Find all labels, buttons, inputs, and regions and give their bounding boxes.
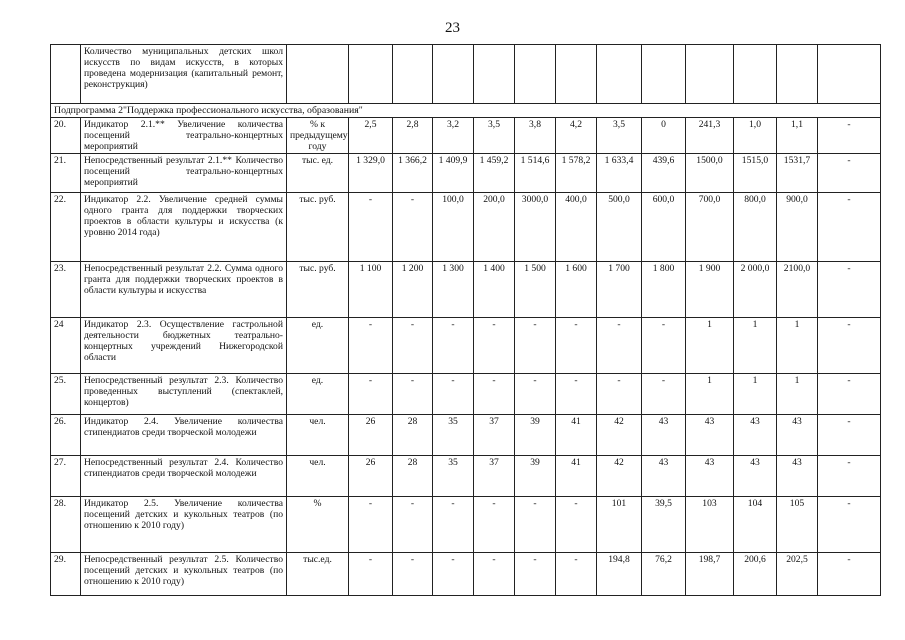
row-name-cell: Непосредственный результат 2.3. Количество проведенных выступлений (спектаклей, концертов) <box>81 374 287 415</box>
row-number-cell: 29. <box>51 553 81 596</box>
value-cell: - <box>515 553 556 596</box>
value-cell: - <box>642 374 686 415</box>
value-cell: 1 366,2 <box>393 154 433 193</box>
value-cell <box>474 45 515 104</box>
value-cell: 1 <box>777 374 818 415</box>
value-cell: 1 500 <box>515 262 556 318</box>
last-value-cell: - <box>818 193 881 262</box>
value-cell: 1,1 <box>777 118 818 154</box>
table-row <box>51 262 881 318</box>
value-cell: 41 <box>556 456 597 497</box>
value-cell: 1 409,9 <box>433 154 474 193</box>
value-cell <box>777 45 818 104</box>
value-cell: - <box>349 553 393 596</box>
row-name-cell: Индикатор 2.2. Увеличение средней суммы одного гранта для поддержки творческих проектов в области культуры и искусства (к уровню 2014 года) <box>81 193 287 262</box>
unit-cell: % <box>287 497 349 553</box>
value-cell: 43 <box>686 415 734 456</box>
value-cell <box>818 45 881 104</box>
table-row <box>51 374 881 415</box>
value-cell: 39,5 <box>642 497 686 553</box>
subprogram-title: Подпрограмма 2"Поддержка профессионального искусства, образования" <box>51 104 881 118</box>
value-cell: 26 <box>349 456 393 497</box>
value-cell: 0 <box>642 118 686 154</box>
value-cell: 1 <box>734 374 777 415</box>
value-cell: - <box>556 374 597 415</box>
value-cell: 35 <box>433 415 474 456</box>
value-cell: 241,3 <box>686 118 734 154</box>
row-name-cell: Непосредственный результат 2.2. Сумма одного гранта для поддержки творческих проектов в области культуры и искусства <box>81 262 287 318</box>
value-cell: - <box>474 553 515 596</box>
last-value-cell: - <box>818 374 881 415</box>
value-cell: 43 <box>734 456 777 497</box>
row-number-cell: 26. <box>51 415 81 456</box>
value-cell: 43 <box>777 456 818 497</box>
value-cell: - <box>433 497 474 553</box>
value-cell: 43 <box>734 415 777 456</box>
last-value-cell: - <box>818 456 881 497</box>
value-cell: 2 000,0 <box>734 262 777 318</box>
value-cell: 105 <box>777 497 818 553</box>
value-cell: 1 800 <box>642 262 686 318</box>
value-cell: 1 578,2 <box>556 154 597 193</box>
value-cell: - <box>474 374 515 415</box>
unit-cell: чел. <box>287 415 349 456</box>
value-cell: 28 <box>393 456 433 497</box>
unit-cell: ед. <box>287 318 349 374</box>
value-cell: 1 200 <box>393 262 433 318</box>
value-cell: - <box>393 193 433 262</box>
row-number-cell: 20. <box>51 118 81 154</box>
value-cell: 1 <box>734 318 777 374</box>
value-cell: 3,8 <box>515 118 556 154</box>
value-cell <box>556 45 597 104</box>
row-name-cell: Индикатор 2.1.** Увеличение количества посещений театрально-концертных мероприятий <box>81 118 287 154</box>
value-cell <box>642 45 686 104</box>
value-cell: 76,2 <box>642 553 686 596</box>
value-cell <box>433 45 474 104</box>
table-row <box>51 193 881 262</box>
last-value-cell: - <box>818 262 881 318</box>
value-cell: 3,2 <box>433 118 474 154</box>
row-name-cell: Непосредственный результат 2.5. Количество посещений детских и кукольных театров (по отношению к 2010 году) <box>81 553 287 596</box>
value-cell: - <box>474 318 515 374</box>
row-number-cell: 25. <box>51 374 81 415</box>
value-cell: 1,0 <box>734 118 777 154</box>
table-row <box>51 154 881 193</box>
value-cell: 1531,7 <box>777 154 818 193</box>
value-cell: 103 <box>686 497 734 553</box>
table-row <box>51 45 881 104</box>
page-number: 23 <box>445 20 460 36</box>
row-name-cell: Индикатор 2.5. Увеличение количества посещений детских и кукольных театров (по отношению к 2010 году) <box>81 497 287 553</box>
value-cell: - <box>393 318 433 374</box>
value-cell: 1 300 <box>433 262 474 318</box>
value-cell: 2,8 <box>393 118 433 154</box>
value-cell: 700,0 <box>686 193 734 262</box>
value-cell <box>515 45 556 104</box>
value-cell: 42 <box>597 415 642 456</box>
value-cell: 194,8 <box>597 553 642 596</box>
value-cell: - <box>349 374 393 415</box>
value-cell: 500,0 <box>597 193 642 262</box>
value-cell <box>734 45 777 104</box>
unit-cell: тыс. ед. <box>287 154 349 193</box>
value-cell: 198,7 <box>686 553 734 596</box>
value-cell: - <box>349 193 393 262</box>
value-cell: 202,5 <box>777 553 818 596</box>
value-cell: - <box>515 374 556 415</box>
value-cell: 26 <box>349 415 393 456</box>
unit-cell: ед. <box>287 374 349 415</box>
value-cell: 1500,0 <box>686 154 734 193</box>
row-name-cell: Непосредственный результат 2.1.** Количество посещений театрально-концертных мероприятий <box>81 154 287 193</box>
row-number-cell: 21. <box>51 154 81 193</box>
value-cell: 800,0 <box>734 193 777 262</box>
value-cell: 37 <box>474 415 515 456</box>
value-cell: - <box>349 497 393 553</box>
last-value-cell: - <box>818 318 881 374</box>
table-row <box>51 415 881 456</box>
row-name-cell: Количество муниципальных детских школ искусств по видам искусств, в которых проведена модернизация (капитальный ремонт, реконструкция) <box>81 45 287 104</box>
value-cell: 439,6 <box>642 154 686 193</box>
unit-cell: тыс. руб. <box>287 193 349 262</box>
value-cell: 101 <box>597 497 642 553</box>
value-cell: - <box>597 374 642 415</box>
value-cell: 3,5 <box>597 118 642 154</box>
value-cell <box>349 45 393 104</box>
value-cell: 3000,0 <box>515 193 556 262</box>
value-cell: 100,0 <box>433 193 474 262</box>
value-cell: - <box>556 553 597 596</box>
value-cell <box>686 45 734 104</box>
value-cell <box>597 45 642 104</box>
value-cell: 1 <box>686 318 734 374</box>
table-row <box>51 118 881 154</box>
last-value-cell: - <box>818 553 881 596</box>
value-cell: 1 <box>777 318 818 374</box>
value-cell: 2,5 <box>349 118 393 154</box>
value-cell: 39 <box>515 456 556 497</box>
value-cell: - <box>349 318 393 374</box>
value-cell: 42 <box>597 456 642 497</box>
value-cell: 2100,0 <box>777 262 818 318</box>
value-cell: - <box>474 497 515 553</box>
value-cell: 39 <box>515 415 556 456</box>
table-row <box>51 318 881 374</box>
row-number-cell: 24 <box>51 318 81 374</box>
value-cell: - <box>556 497 597 553</box>
value-cell: 104 <box>734 497 777 553</box>
value-cell: 1 <box>686 374 734 415</box>
value-cell: 600,0 <box>642 193 686 262</box>
last-value-cell: - <box>818 118 881 154</box>
row-name-cell: Индикатор 2.4. Увеличение количества стипендиатов среди творческой молодежи <box>81 415 287 456</box>
value-cell: 900,0 <box>777 193 818 262</box>
unit-cell: тыс.ед. <box>287 553 349 596</box>
value-cell <box>393 45 433 104</box>
value-cell: - <box>642 318 686 374</box>
value-cell: - <box>515 318 556 374</box>
row-number-cell: 27. <box>51 456 81 497</box>
value-cell: 28 <box>393 415 433 456</box>
value-cell: 3,5 <box>474 118 515 154</box>
value-cell: - <box>433 318 474 374</box>
value-cell: 1 900 <box>686 262 734 318</box>
last-value-cell: - <box>818 154 881 193</box>
unit-cell <box>287 45 349 104</box>
value-cell: 1 514,6 <box>515 154 556 193</box>
row-number-cell: 28. <box>51 497 81 553</box>
value-cell: 1 100 <box>349 262 393 318</box>
value-cell: - <box>515 497 556 553</box>
last-value-cell: - <box>818 497 881 553</box>
row-name-cell: Индикатор 2.3. Осуществление гастрольной деятельности бюджетных театрально-концертных учреждений Нижегородской области <box>81 318 287 374</box>
section-row <box>51 104 881 118</box>
value-cell: - <box>556 318 597 374</box>
value-cell: 1 459,2 <box>474 154 515 193</box>
value-cell: 1 329,0 <box>349 154 393 193</box>
value-cell: 35 <box>433 456 474 497</box>
value-cell: - <box>433 553 474 596</box>
table-row <box>51 553 881 596</box>
value-cell: - <box>597 318 642 374</box>
value-cell: 1 633,4 <box>597 154 642 193</box>
value-cell: 41 <box>556 415 597 456</box>
value-cell: 1 700 <box>597 262 642 318</box>
value-cell: 200,0 <box>474 193 515 262</box>
table-row <box>51 497 881 553</box>
value-cell: - <box>393 497 433 553</box>
unit-cell: чел. <box>287 456 349 497</box>
value-cell: 1 400 <box>474 262 515 318</box>
row-number-cell <box>51 45 81 104</box>
value-cell: 1515,0 <box>734 154 777 193</box>
unit-cell: тыс. руб. <box>287 262 349 318</box>
value-cell: - <box>433 374 474 415</box>
indicators-table <box>50 44 881 596</box>
table-row <box>51 456 881 497</box>
value-cell: 200,6 <box>734 553 777 596</box>
value-cell: 43 <box>777 415 818 456</box>
value-cell: 1 600 <box>556 262 597 318</box>
value-cell: 4,2 <box>556 118 597 154</box>
row-number-cell: 23. <box>51 262 81 318</box>
value-cell: 43 <box>686 456 734 497</box>
value-cell: - <box>393 374 433 415</box>
value-cell: 43 <box>642 456 686 497</box>
value-cell: - <box>393 553 433 596</box>
unit-cell: % к предыдущему году <box>287 118 349 154</box>
row-number-cell: 22. <box>51 193 81 262</box>
value-cell: 400,0 <box>556 193 597 262</box>
row-name-cell: Непосредственный результат 2.4. Количество стипендиатов среди творческой молодежи <box>81 456 287 497</box>
value-cell: 43 <box>642 415 686 456</box>
value-cell: 37 <box>474 456 515 497</box>
last-value-cell: - <box>818 415 881 456</box>
